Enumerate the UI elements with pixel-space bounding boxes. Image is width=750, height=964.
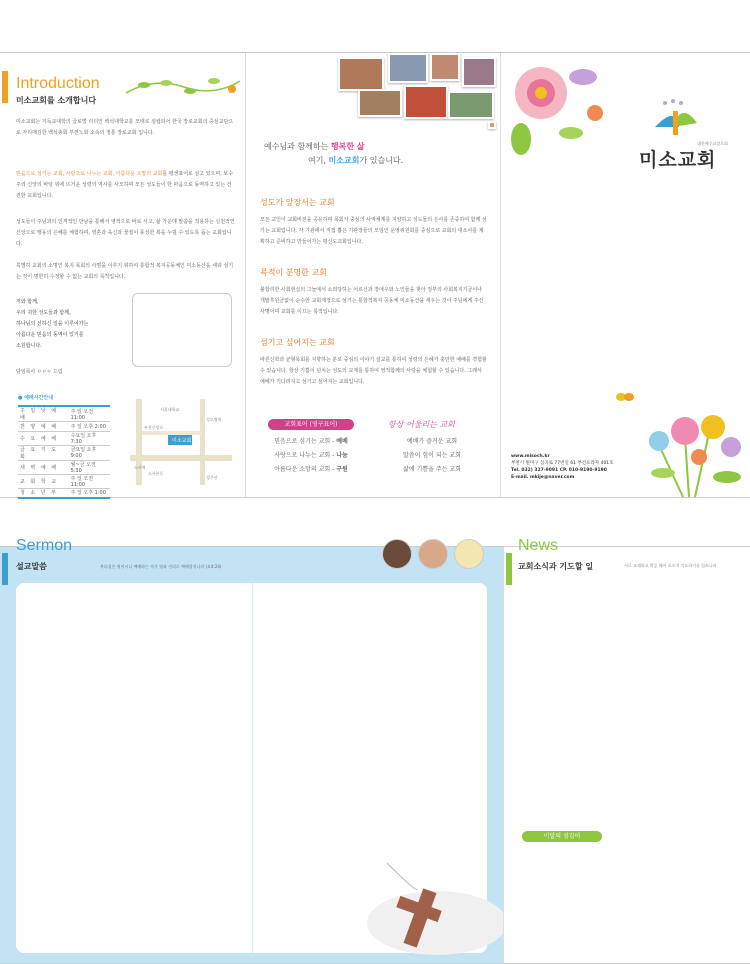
news-title: News	[518, 537, 559, 554]
cross-photo-icon	[382, 539, 412, 569]
section-title: 섬기고 싶어지는 교회	[260, 338, 335, 347]
pastor-photo-frame	[132, 293, 232, 367]
intro-p2	[16, 169, 236, 202]
schedule-time: 주 일 오후 2:00	[69, 422, 110, 432]
sermon-notes-area	[16, 583, 487, 953]
schedule-time: 주 일 오전 11:00	[69, 474, 110, 488]
schedule-name: 찬 양 예 배	[18, 422, 69, 432]
schedule-name: 금 요 기 도 회	[18, 445, 69, 460]
pastor-signature: 담임목사 ㅇㅇㅇ 드림	[16, 369, 63, 375]
photo	[462, 57, 496, 87]
greeting-line: 저와 함께,	[16, 299, 39, 305]
location-map	[130, 395, 232, 487]
map-label: 소사역	[134, 465, 146, 470]
motto-line	[256, 435, 366, 449]
intro-p2-rest: 를 평생표어로 삼고 있으며, 보수주의 신앙의 바탕 위에 뜨거운 성령의 역사를 사모하며 모든 성도들이 한 마음으로 동역하고 있는 건전한 교회입니다.	[16, 171, 234, 199]
greeting-line: 하나님의 선하신 일을 이루어가는	[16, 321, 89, 327]
sermon-subtitle: 설교말씀	[16, 562, 47, 571]
schedule-time: 주 일 오후 1:00	[69, 488, 110, 498]
motto-line	[256, 449, 366, 463]
section-text: 불합리한 사회현실의 그늘에서 소외당하는 어르신과 장애우와 노인들을 찾아 정부의 사회복지기금이나 개발후원금없이 순수한 교회재정으로 섬기는 통합적복지 공동체 미소동산을 세우는 것이 주님에게 주신 사명이며 교회를 이끄는 목적입니다.	[260, 287, 484, 315]
email: E-mail. mkije@naver.com	[511, 475, 575, 480]
schedule-name: 새 벽 예 배	[18, 460, 69, 474]
sermon-photos	[382, 537, 492, 573]
table-row	[18, 474, 110, 488]
motto-pre: 아름다운 소망의 교회 -	[274, 466, 337, 473]
section-title: 성도가 앞장서는 교회	[260, 198, 335, 207]
motto-pill: 교회표어 (영구표어)	[268, 419, 354, 430]
table-row	[18, 445, 110, 460]
sermon-tab	[2, 553, 8, 585]
motto-highlight: 나눔	[336, 452, 348, 459]
about-panel	[246, 53, 500, 497]
map-label: 서울대학교	[160, 407, 180, 412]
sermon-title: Sermon	[16, 537, 73, 554]
intro-p2-highlight: 믿음으로 섬기는 교회, 사랑으로 나누는 교회, 아름다운 소망의 교회	[16, 171, 163, 177]
tagline	[264, 139, 365, 154]
map-label: 성모병원	[206, 417, 222, 422]
praying-hands-icon	[418, 539, 448, 569]
motto-lines	[256, 435, 366, 477]
sermon-verse: 복되십은 영이시니 예배하는 자가 영과 진리로 예배할지니라 (요4:24)	[100, 564, 222, 569]
website-url: www.misoch.kr	[511, 454, 550, 459]
contact-info	[511, 453, 614, 481]
tagline2-post: 가 있습니다.	[359, 156, 404, 165]
news-tab	[506, 553, 512, 585]
intro-panel	[0, 53, 245, 497]
photo	[388, 53, 428, 83]
table-row	[18, 422, 110, 432]
map-label: 소사본동	[148, 471, 164, 476]
map-label: 부천중앙로	[144, 425, 164, 430]
intro-p4: 특별히 교회의 소명인 복지 목회의 사명을 이루기 위하여 통합적 복지공동체인 미소동산을 세워 섬기는 것이 명한히 수정할 수 없는 교회의 목적입니다.	[16, 263, 234, 280]
brochure-inside	[0, 537, 750, 964]
tagline2-pre: 여기,	[308, 156, 326, 165]
logo-denomination: 대한예수교장로회	[697, 141, 728, 146]
motto-pre: 믿음으로 섬기는 교회 -	[274, 438, 337, 445]
script-title: 항상 어울리는 교회	[388, 420, 455, 429]
map-label: 성주산	[206, 475, 218, 480]
tagline-2	[308, 153, 403, 168]
script-line: 삶에 기쁨을 주는 교회	[403, 466, 461, 473]
brochure-outside	[0, 52, 750, 498]
schedule-name: 수 요 예 배	[18, 431, 69, 445]
section-title: 목적이 분명한 교회	[260, 268, 327, 277]
intro-subtitle: 미소교회를 소개합니다	[16, 96, 97, 105]
motto-highlight: 예배	[336, 438, 348, 445]
motto-pre: 사랑으로 나누는 교회 -	[274, 452, 337, 459]
schedule-title: ● 예배시간안내	[18, 395, 54, 401]
schedule-name: 주 일 낮 예 배	[18, 406, 69, 422]
script-lines	[382, 435, 482, 477]
tagline-pre: 예수님과 함께하는	[264, 142, 329, 151]
schedule-time: 금요일 오후 9:00	[69, 445, 110, 460]
greeting-line: 아름다운 믿음의 동역이 있기를	[16, 332, 84, 338]
address: 부천시 원미구 심곡로 77번길 61 부건프라자 401호	[511, 461, 614, 466]
greeting-line: 우리 귀한 성도들과 함께,	[16, 310, 71, 316]
sermon-panel	[0, 537, 503, 963]
table-row	[18, 460, 110, 474]
table-row	[18, 431, 110, 445]
table-row	[18, 488, 110, 498]
photo-collage	[338, 53, 498, 143]
greeting	[16, 297, 126, 352]
church-logo-icon	[651, 97, 701, 143]
schedule-time: 수요일 오후 7:30	[69, 431, 110, 445]
schedule-name: 청 소 년 부	[18, 488, 69, 498]
lily-flower-icon	[454, 539, 484, 569]
schedule-time: 월~금 오전 5:30	[69, 460, 110, 474]
greeting-line: 소원합니다.	[16, 343, 42, 349]
intro-tab	[2, 71, 8, 103]
intro-p1: 미소교회는 기독교대학의 글로벌 리더인 백석대학교를 모태로 설립되어 한국 장로교회의 중심교단으로 자리매김한 백석총회 부천노회 소속의 정통 장로교회 입니다.	[16, 119, 234, 136]
intro-p3: 성도들이 주님과의 인격적인 만남을 통해서 영적으로 바로 서고, 삶 가운데 말씀을 적용하는 실천적인 신앙으로 행동의 은혜를 체험하며, 영혼과 육신과 물질이 풍성한 복을 누릴 수 있도록 돕는 교회입니다.	[16, 219, 235, 247]
photo	[338, 57, 384, 91]
photo	[404, 85, 448, 119]
vine-icon	[124, 71, 242, 101]
motto-highlight: 구원	[336, 466, 348, 473]
motto-line	[256, 463, 366, 477]
schedule-time: 주 일 오전 11:00	[69, 406, 110, 422]
photo	[488, 121, 496, 129]
flower-illustration-icon	[501, 53, 611, 163]
news-panel	[504, 537, 750, 963]
section-text: 모든 교인이 교회비전을 공유하며 목회자 중심의 사역체계를 지양하고 성도들의 은사를 존중하여 함께 섬기는 교회입니다. 각 기관에서 직접 뽑은 기관장들의 모임인 운영위원회를 중심으로 교회의 대소사를 계획하고 준비하고 만들어가는 평신도교회입니다.	[260, 217, 487, 245]
table-row	[18, 406, 110, 422]
photo	[430, 53, 460, 81]
schedule-table	[18, 405, 110, 499]
intro-title: Introduction	[16, 75, 100, 92]
script-line: 예배가 즐거운 교회	[406, 438, 458, 445]
butterfly-icon	[615, 391, 635, 405]
section-text: 바른신학과 균형목회를 지향하는 분로 중심의 이야기 설교를 통하여 성령의 은혜가 충만한 예배를 경험할 수 있습니다. 항상 기쁨이 넘치는 성도의 교제를 통하여 영적함께의 사랑을 체험할 수 있습니다. 그래서 예배가 기다려지고 섬기고 싶어지는 교회입니다.	[260, 357, 487, 385]
news-note: 서로 교제하고 박증 해서 오오저 기도하거를 힘쓰니라	[624, 563, 717, 568]
map-church-label: 미소교회	[172, 438, 192, 444]
bible-cross-icon	[357, 843, 487, 953]
news-subtitle: 교회소식과 기도할 일	[518, 562, 594, 571]
servant-pill: 이달의 섬김이	[522, 831, 602, 842]
script-line: 말씀이 힘이 되는 교회	[403, 452, 461, 459]
tagline2-highlight: 미소교회	[328, 155, 360, 165]
photo	[358, 89, 402, 117]
church-logo-text: 미소교회	[639, 150, 717, 171]
flower-bouquet-icon	[639, 397, 749, 497]
fold-line	[252, 583, 253, 953]
photo	[448, 91, 494, 119]
cover-panel	[501, 53, 750, 497]
tagline-highlight: 행복한 삶	[330, 141, 365, 151]
phone: Tel. 032) 327-9091 CP. 010-9190-9190	[511, 468, 607, 473]
schedule-name: 교 회 학 교	[18, 474, 69, 488]
